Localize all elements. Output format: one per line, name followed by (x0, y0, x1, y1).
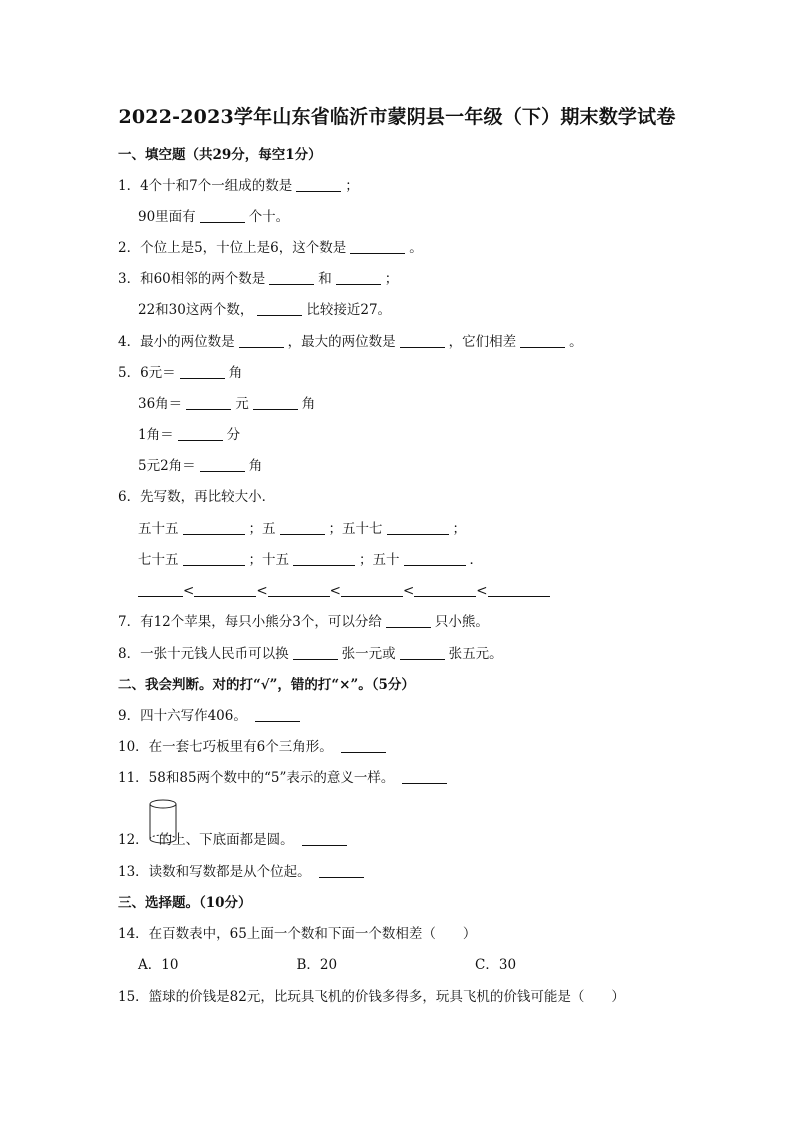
answer-blank[interactable] (350, 239, 405, 254)
answer-blank[interactable] (400, 333, 445, 348)
answer-blank[interactable] (269, 270, 314, 285)
answer-blank[interactable] (387, 520, 449, 535)
answer-blank[interactable] (200, 457, 245, 472)
question-6-ordering: < < < < < (138, 581, 550, 601)
section-fill-blank-heading: 一、填空题（共29分，每空1分） (118, 147, 322, 163)
question-6-row2: 七十五 ；十五 ；五十 ． (138, 552, 483, 568)
answer-blank[interactable] (414, 582, 476, 597)
question-3a: 3．和60相邻的两个数是 和 ； (118, 271, 399, 287)
option-c[interactable]: C．30 (475, 957, 517, 973)
question-4: 4．最小的两位数是 ，最大的两位数是 ，它们相差 。 (118, 334, 583, 350)
question-14-options (138, 955, 516, 975)
answer-blank[interactable] (296, 177, 341, 192)
section-choice-heading: 三、选择题。（10分） (118, 895, 252, 911)
question-12: 12． 的上、下底面都是圆。 (118, 830, 351, 850)
question-7: 7．有12个苹果，每只小熊分3个，可以分给 只小熊。 (118, 614, 489, 630)
question-5d: 5元2角＝ 角 (138, 458, 263, 474)
question-1b: 90里面有 个十。 (138, 209, 290, 225)
answer-blank[interactable] (402, 769, 447, 784)
question-10: 10．在一套七巧板里有6个三角形。 (118, 737, 390, 757)
question-5b: 36角＝ 元 角 (138, 396, 316, 412)
answer-blank[interactable] (200, 208, 245, 223)
section-judge-heading: 二、我会判断。对的打“√”，错的打“×”。（5分） (118, 677, 415, 693)
answer-blank[interactable] (319, 863, 364, 878)
question-15: 15．篮球的价钱是82元，比玩具飞机的价钱多得多，玩具飞机的价钱可能是（ ） (118, 989, 625, 1005)
question-8: 8．一张十元钱人民币可以换 张一元或 张五元。 (118, 646, 503, 662)
answer-blank[interactable] (293, 551, 355, 566)
answer-blank[interactable] (404, 551, 466, 566)
answer-blank[interactable] (341, 582, 403, 597)
question-13: 13．读数和写数都是从个位起。 (118, 862, 368, 882)
question-2: 2．个位上是5，十位上是6，这个数是 。 (118, 240, 423, 256)
answer-blank[interactable] (386, 613, 431, 628)
answer-blank[interactable] (183, 520, 245, 535)
question-14: 14．在百数表中，65上面一个数和下面一个数相差（ ） (118, 926, 477, 942)
answer-blank[interactable] (186, 395, 231, 410)
question-6-row1: 五十五 ；五 ；五十七 ； (138, 521, 466, 537)
answer-blank[interactable] (336, 270, 381, 285)
option-b[interactable]: B．20 (296, 957, 338, 973)
answer-blank[interactable] (239, 333, 284, 348)
option-a[interactable]: A．10 (138, 957, 179, 973)
question-9: 9．四十六写作406。 (118, 706, 304, 726)
question-3b: 22和30这两个数， 比较接近27。 (138, 302, 392, 318)
answer-blank[interactable] (178, 426, 223, 441)
answer-blank[interactable] (257, 301, 302, 316)
answer-blank[interactable] (194, 582, 256, 597)
answer-blank[interactable] (302, 831, 347, 846)
answer-blank[interactable] (400, 645, 445, 660)
question-11: 11．58和85两个数中的“5”表示的意义一样。 (118, 768, 451, 788)
answer-blank[interactable] (280, 520, 325, 535)
question-5a: 5．6元＝ 角 (118, 365, 243, 381)
question-5c: 1角＝ 分 (138, 427, 241, 443)
answer-blank[interactable] (180, 364, 225, 379)
answer-blank[interactable] (341, 738, 386, 753)
answer-blank[interactable] (268, 582, 330, 597)
answer-blank[interactable] (520, 333, 565, 348)
answer-blank[interactable] (255, 707, 300, 722)
answer-blank[interactable] (138, 582, 183, 597)
answer-blank[interactable] (293, 645, 338, 660)
question-1a: 1．4个十和7个一组成的数是 ； (118, 178, 359, 194)
question-6-stem: 6．先写数，再比较大小． (118, 489, 276, 505)
answer-blank[interactable] (183, 551, 245, 566)
page-title: 2022-2023学年山东省临沂市蒙阴县一年级（下）期末数学试卷 (118, 106, 676, 128)
answer-blank[interactable] (253, 395, 298, 410)
answer-blank[interactable] (488, 582, 550, 597)
